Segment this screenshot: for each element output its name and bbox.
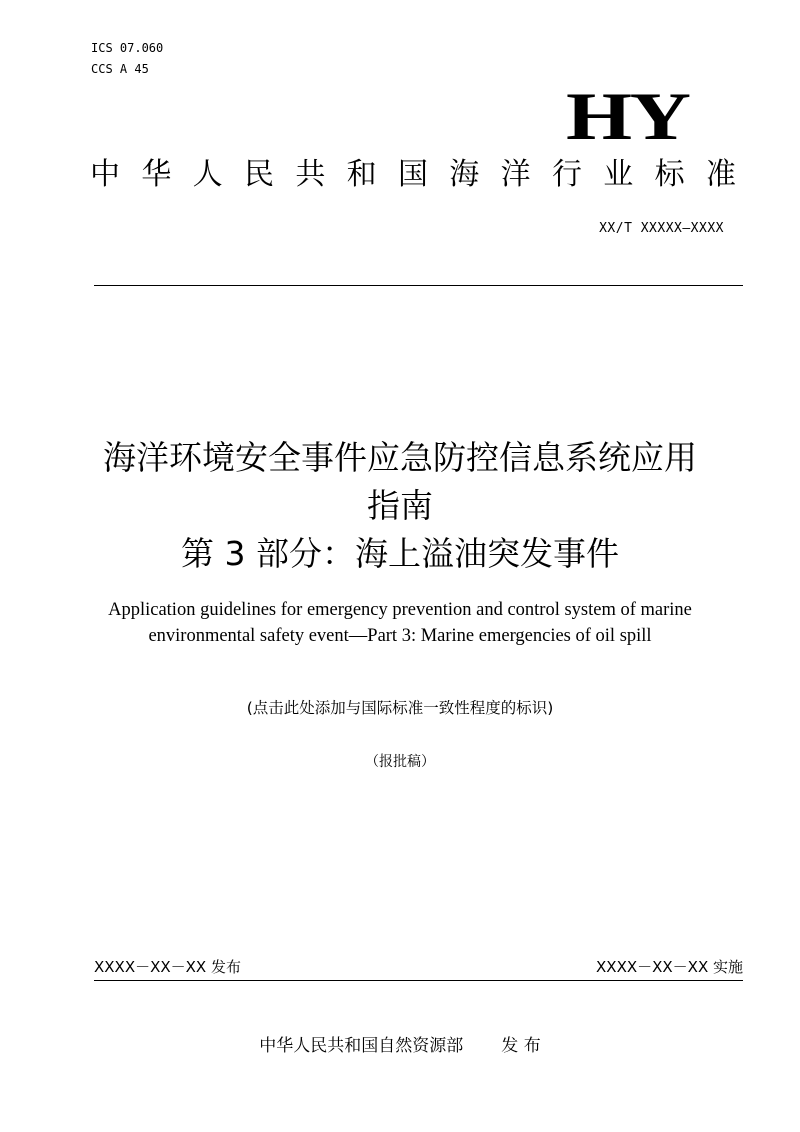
standard-type-char: 中	[90, 157, 120, 192]
standard-type-char: 民	[243, 157, 274, 192]
standard-type-char: 海	[449, 157, 480, 192]
standard-type-char: 国	[397, 157, 428, 192]
ccs-code: CCS A 45	[91, 62, 149, 76]
standard-number: XX/T XXXXX—XXXX	[599, 221, 724, 236]
hy-logo: HY	[566, 78, 689, 154]
standard-type-char: 共	[295, 157, 326, 192]
standard-type-char: 业	[603, 157, 634, 192]
issuing-authority	[40, 1034, 760, 1058]
bottom-divider	[94, 980, 743, 981]
english-title-line-2: environmental safety event—Part 3: Marine emergencies of oil spill	[148, 626, 652, 646]
publish-date: XXXX－XX－XX 发布	[94, 958, 241, 976]
issuer-name: 中华人民共和国自然资源部	[259, 1036, 464, 1056]
conformity-note[interactable]: (点击此处添加与国际标准一致性程度的标识)	[246, 699, 554, 717]
standard-type-char: 准	[705, 157, 736, 192]
implement-date: XXXX－XX－XX 实施	[596, 958, 743, 976]
ics-code: ICS 07.060	[91, 41, 164, 55]
issue-word: 发 布	[501, 1036, 541, 1056]
standard-type-char: 华	[141, 157, 172, 192]
top-divider	[94, 285, 743, 286]
standard-type-char: 和	[346, 157, 377, 192]
english-title	[40, 597, 760, 649]
title-line-1: 海洋环境安全事件应急防控信息系统应用	[103, 438, 697, 477]
title-line-2: 指南	[367, 486, 433, 525]
standard-type-char: 标	[654, 157, 685, 192]
standard-type-title	[90, 155, 736, 195]
title-line-3: 第 3 部分：海上溢油突发事件	[181, 534, 619, 573]
standard-type-char: 洋	[500, 157, 531, 192]
standard-type-char: 行	[551, 157, 582, 192]
standard-type-char: 人	[192, 157, 223, 192]
draft-status: （报批稿）	[365, 754, 435, 770]
document-title	[40, 434, 760, 578]
classification-codes	[91, 38, 163, 80]
english-title-line-1: Application guidelines for emergency prevention and control system of marine	[108, 600, 692, 620]
